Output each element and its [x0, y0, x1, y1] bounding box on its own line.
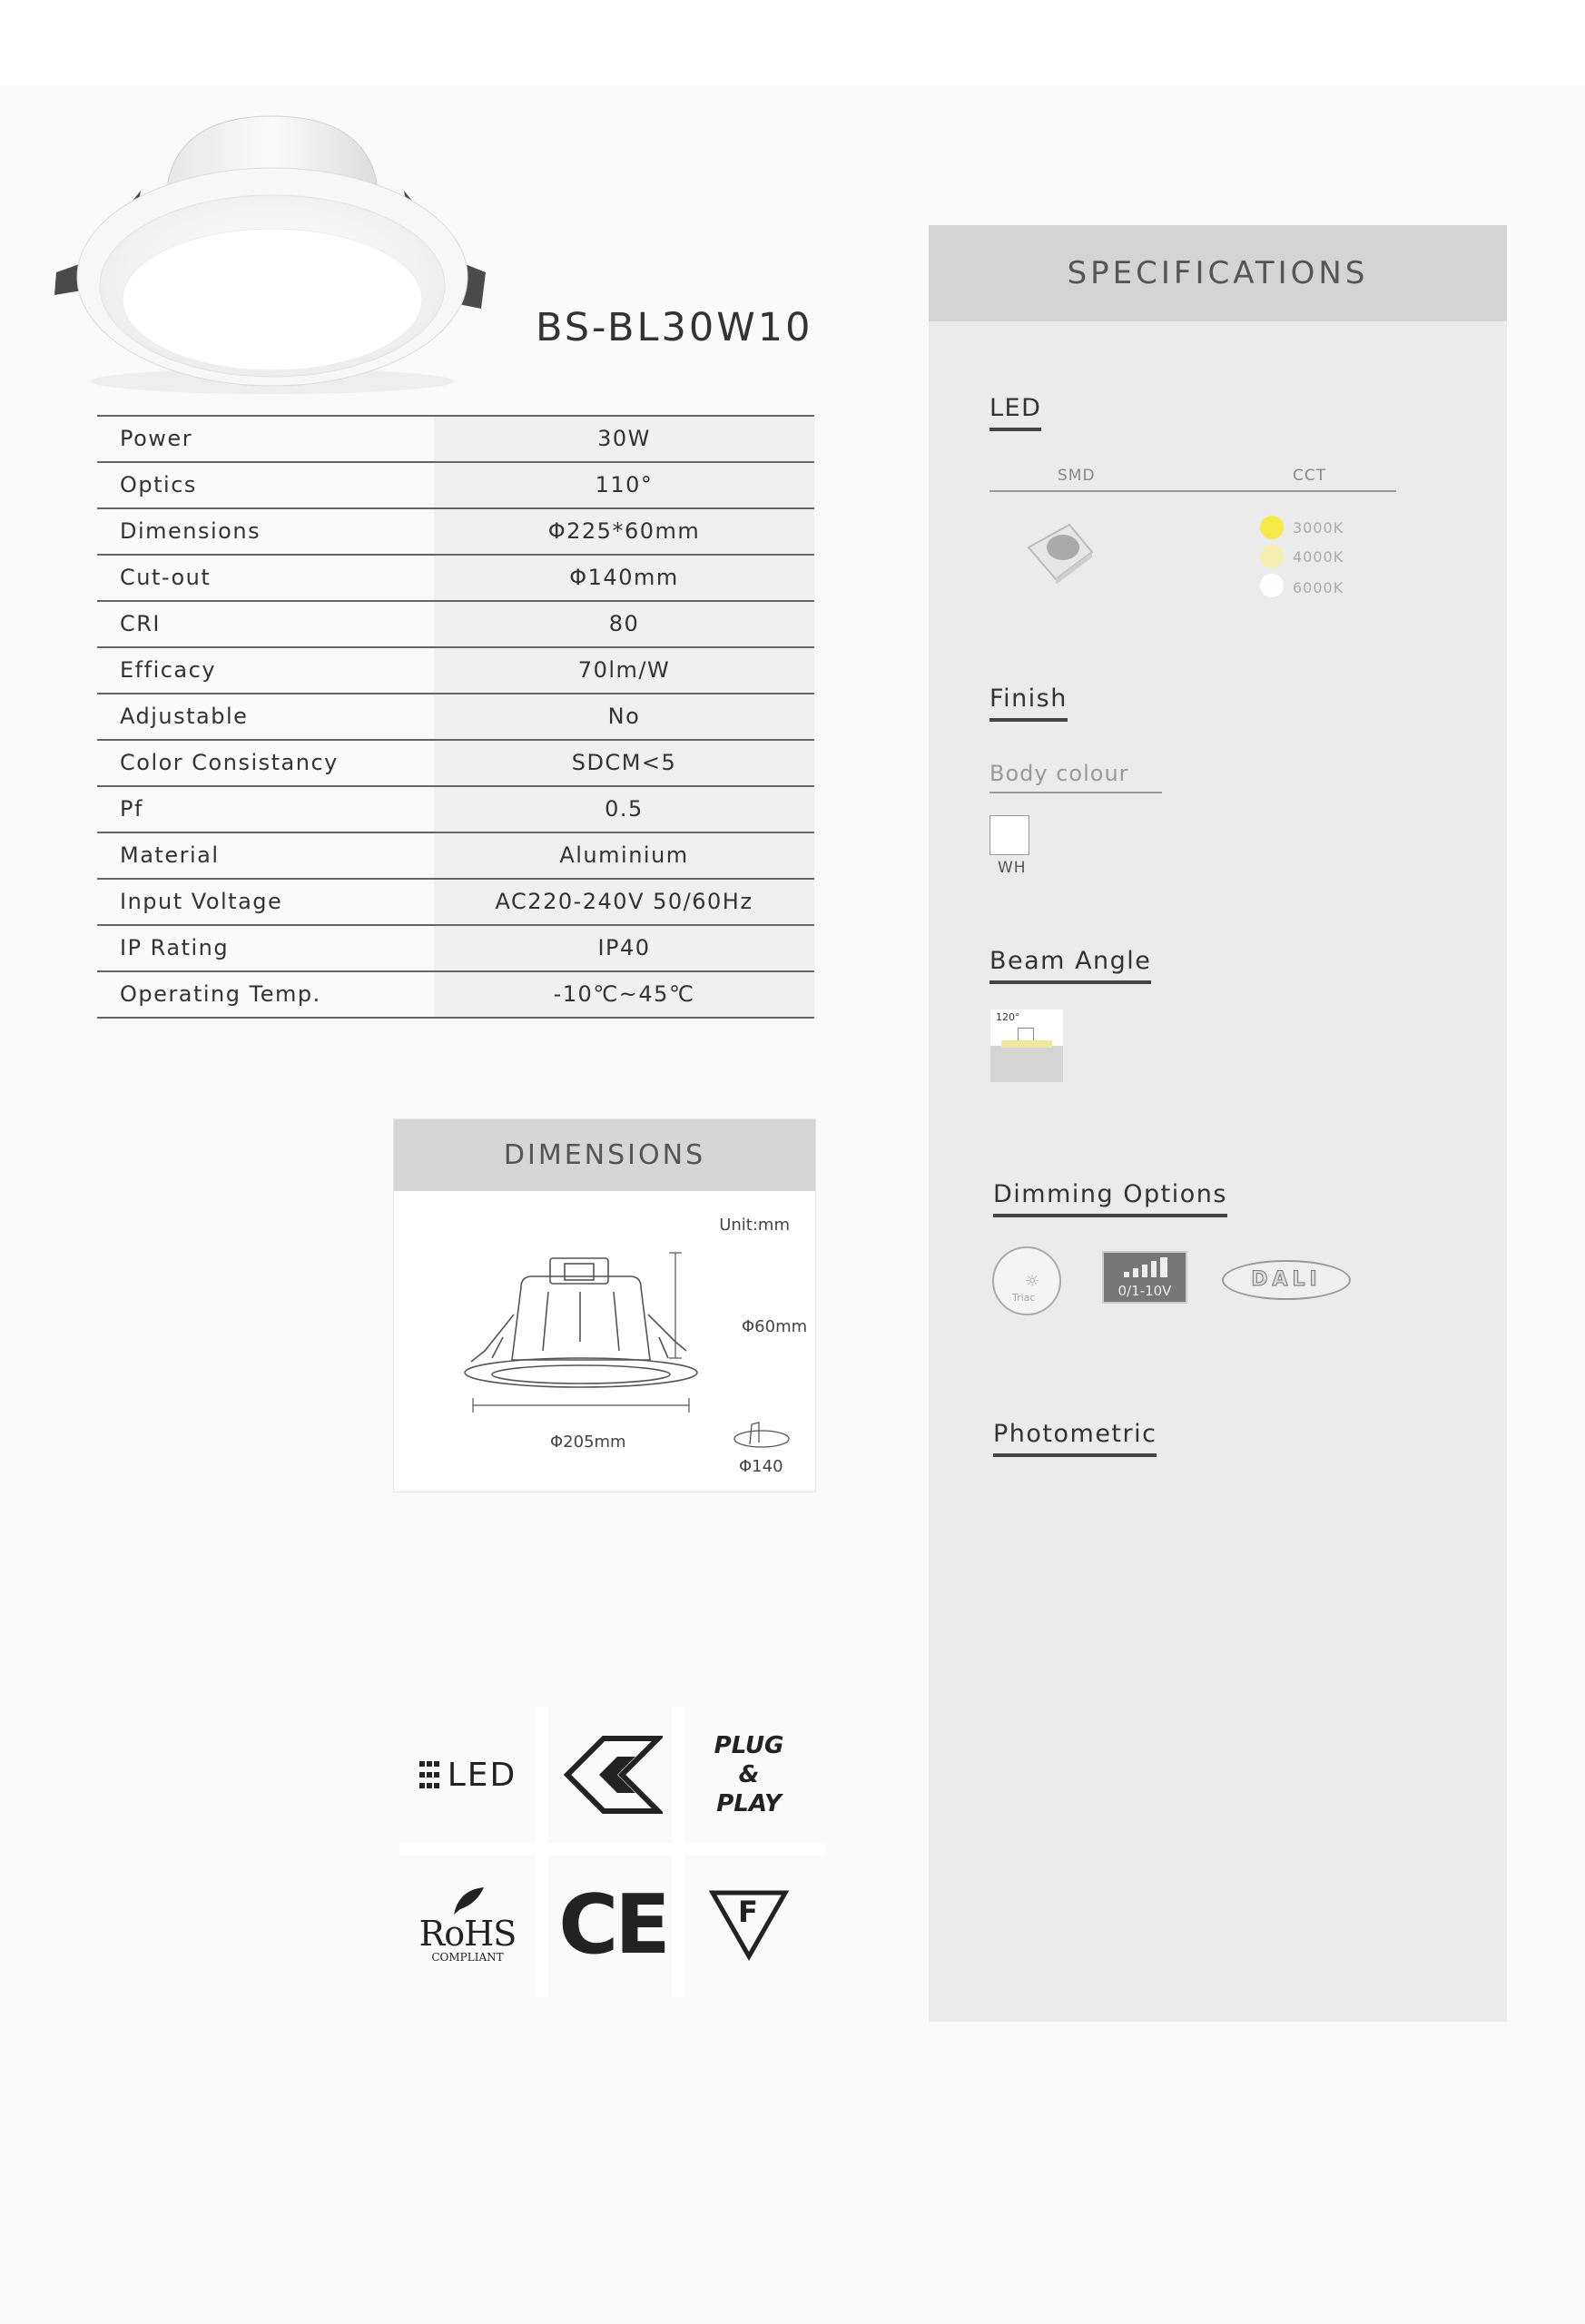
- height-label: Φ60mm: [742, 1317, 808, 1336]
- cct-3000k-dot: [1260, 516, 1284, 539]
- table-row: [97, 741, 814, 787]
- spec-value: 0.5: [434, 787, 814, 832]
- spec-value: AC220-240V 50/60Hz: [434, 880, 814, 924]
- leaf-icon: [449, 1886, 486, 1916]
- white-swatch: [989, 815, 1029, 855]
- led-dots-icon: [418, 1760, 440, 1789]
- spec-label: Dimensions: [120, 518, 261, 544]
- white-swatch-label: WH: [998, 859, 1027, 877]
- certifications: [399, 1707, 826, 1997]
- specifications-panel: [929, 225, 1507, 2022]
- plug-and-play-cert: [681, 1707, 817, 1843]
- width-label: Φ205mm: [550, 1433, 626, 1452]
- spec-value: Φ140mm: [434, 556, 814, 600]
- led-section-title: LED: [989, 394, 1041, 431]
- spec-value: 70lm/W: [434, 648, 814, 693]
- spec-table: [97, 415, 814, 1019]
- spec-value: 30W: [434, 417, 814, 461]
- cct-4000k-label: 4000K: [1293, 548, 1344, 566]
- led-cert: [399, 1707, 536, 1843]
- table-row: [97, 787, 814, 833]
- spec-value: -10℃~45℃: [434, 972, 814, 1017]
- spec-value: Aluminium: [434, 833, 814, 878]
- table-row: [97, 602, 814, 648]
- dimensions-unit: Unit:mm: [719, 1216, 790, 1235]
- table-row: [97, 556, 814, 602]
- cct-6000k-dot: [1260, 574, 1284, 597]
- specifications-title: SPECIFICATIONS: [929, 225, 1507, 321]
- led-cert-text: LED: [447, 1756, 517, 1794]
- body-colour-label: Body colour: [989, 761, 1162, 793]
- table-row: [97, 463, 814, 509]
- enec-cert: [545, 1707, 681, 1843]
- finish-section-title: Finish: [989, 684, 1068, 722]
- spec-label: CRI: [120, 611, 162, 636]
- spec-value: 80: [434, 602, 814, 646]
- analog-label: 0/1-10V: [1117, 1283, 1172, 1299]
- f-cert: [681, 1856, 817, 1993]
- spec-label: Adjustable: [120, 704, 249, 729]
- spec-label: Optics: [120, 472, 197, 497]
- spec-label: Operating Temp.: [120, 981, 321, 1007]
- rohs-cert: [399, 1856, 536, 1993]
- led-divider: [989, 490, 1396, 492]
- spec-value: SDCM<5: [434, 741, 814, 785]
- smd-chip-icon: [1019, 516, 1101, 588]
- ce-cert: [545, 1856, 681, 1993]
- plug-text: PLUG: [714, 1732, 784, 1759]
- enec-icon: [563, 1734, 663, 1816]
- spec-label: Cut-out: [120, 565, 212, 590]
- spec-value: IP40: [434, 926, 814, 970]
- ce-mark: CE: [558, 1876, 667, 1973]
- cct-3000k-label: 3000K: [1293, 519, 1344, 537]
- table-row: [97, 880, 814, 926]
- table-row: [97, 694, 814, 741]
- photometric-section-title: Photometric: [993, 1420, 1157, 1457]
- triac-icon: ☼ Triac: [992, 1246, 1061, 1315]
- rohs-sub-text: COMPLIANT: [431, 1951, 504, 1964]
- spec-label: Color Consistancy: [120, 750, 339, 775]
- dimensions-title: DIMENSIONS: [394, 1119, 815, 1191]
- spec-value: No: [434, 694, 814, 739]
- spec-label: Pf: [120, 796, 143, 822]
- product-model: BS-BL30W10: [536, 305, 813, 350]
- dimension-drawing: [448, 1251, 721, 1414]
- dali-logo: DALI: [1222, 1260, 1351, 1300]
- dimensions-box: [393, 1118, 816, 1492]
- signal-bars-icon: [1122, 1257, 1171, 1279]
- top-band: [0, 0, 1585, 86]
- spec-label: Input Voltage: [120, 889, 283, 914]
- triac-label: Triac: [1012, 1292, 1036, 1304]
- product-image: [45, 109, 499, 399]
- beam-angle-value: 120°: [996, 1011, 1020, 1023]
- beam-light: [1001, 1040, 1052, 1048]
- play-text: PLAY: [716, 1790, 782, 1817]
- table-row: [97, 833, 814, 880]
- table-row: [97, 509, 814, 556]
- cct-column-label: CCT: [1293, 467, 1327, 485]
- spec-label: Efficacy: [120, 657, 217, 683]
- cct-4000k-dot: [1260, 545, 1284, 568]
- cutout-icon: [732, 1419, 792, 1452]
- dimming-section-title: Dimming Options: [993, 1180, 1227, 1217]
- table-row: [97, 417, 814, 463]
- spec-label: IP Rating: [120, 935, 230, 960]
- ampersand-text: &: [738, 1761, 760, 1788]
- table-row: [97, 972, 814, 1019]
- rohs-text: RoHS: [418, 1914, 517, 1954]
- table-row: [97, 648, 814, 694]
- f-text: F: [738, 1895, 758, 1929]
- spec-value: Φ225*60mm: [434, 509, 814, 554]
- cct-6000k-label: 6000K: [1293, 579, 1344, 596]
- spec-value: 110°: [434, 463, 814, 507]
- cutout-label: Φ140: [739, 1457, 783, 1476]
- spec-label: Material: [120, 842, 220, 868]
- beam-angle-section-title: Beam Angle: [989, 947, 1151, 984]
- smd-column-label: SMD: [1058, 467, 1096, 485]
- spec-label: Power: [120, 426, 193, 451]
- beam-angle-box: [990, 1009, 1063, 1082]
- analog-dimming-icon: [1102, 1251, 1187, 1304]
- table-row: [97, 926, 814, 972]
